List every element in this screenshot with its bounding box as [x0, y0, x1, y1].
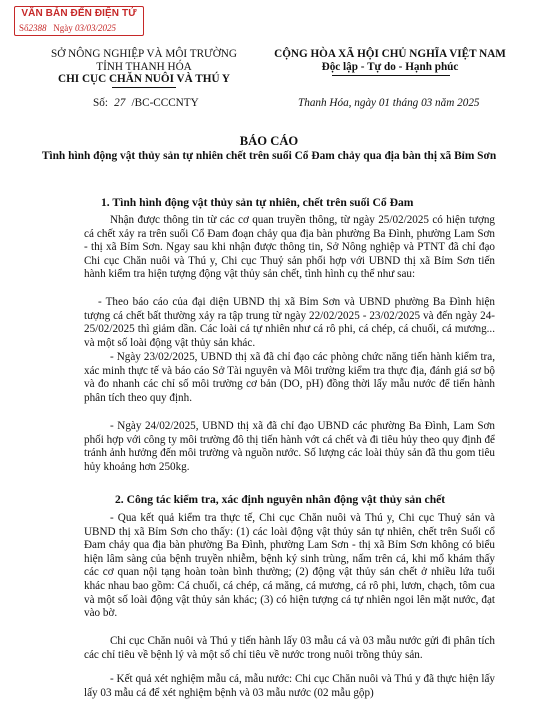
agency-line-2: TỈNH THANH HÓA: [96, 60, 192, 73]
section-1-paragraph-2: - Theo báo cáo của đại diện UBND thị xã Bỉm Sơn và UBND phường Ba Đình hiện tượng cá chết bất thường xảy ra tập trung từ ngày 22/02/2025 - 23/02/2025 và đến ngày 24-25/02/2025 thì giảm dần. Các loài cá tự nhiên như cá rô phi, cá chép, cá chuối, cá mương... và một số loài động vật thủy sản khác.: [84, 296, 495, 349]
issuing-agency-header: [28, 48, 260, 86]
document-number-suffix: /BC-CCCNTY: [131, 97, 199, 109]
section-2-paragraph-2: Chi cục Chăn nuôi và Thú y tiến hành lấy 03 mẫu cá và 03 mẫu nước gửi đi phân tích các chỉ tiêu về bệnh lý và một số chỉ tiêu về nước trong nuôi trồng thủy sản.: [84, 635, 495, 661]
section-2-paragraph-3: - Kết quả xét nghiệm mẫu cá, mẫu nước: Chi cục Chăn nuôi và Thú y đã thực hiện lấy lấy 03 mẫu cá để xét nghiệm bệnh và 03 mẫu nước (02 mẫu gộp): [84, 673, 495, 699]
date-day: 01: [378, 97, 390, 109]
date-rest: tháng 03 năm 2025: [392, 97, 480, 109]
section-1-paragraph-1: Nhận được thông tin từ các cơ quan truyền thông, từ ngày 25/02/2025 có hiện tượng cá chết xảy ra trên suối Cổ Đam đoạn chảy qua địa bàn phường Ba Đình, phường Lam Sơn - thị xã Bỉm Sơn. Ngay sau khi nhận được thông tin, Sở Nông nghiệp và PTNT đã chỉ đạo Chi cục Chăn nuôi và Thú y, Chi cục Thuỷ sản phối hợp với UBND thị xã Bỉm Sơn tiến hành kiểm tra hiện tượng động vật thủy sản chết, tình hình cụ thể như sau:: [84, 214, 495, 281]
document-number: [93, 97, 199, 109]
stamp-so-value: 2388: [28, 23, 47, 33]
report-subtitle: Tình hình động vật thủy sản tự nhiên chết trên suối Cổ Đam chảy qua địa bàn thị xã Bỉm Sơn: [41, 150, 497, 162]
stamp-ngay-label: Ngày: [53, 23, 73, 33]
stamp-details: [19, 23, 116, 33]
section-2-heading: 2. Công tác kiểm tra, xác định nguyên nhân động vật thủy sản chết: [115, 493, 446, 506]
stamp-ngay-value: 03/03/2025: [75, 23, 117, 33]
agency-underline: [112, 87, 176, 88]
stamp-title: VĂN BẢN ĐẾN ĐIỆN TỬ: [21, 8, 137, 19]
section-1-heading: 1. Tình hình động vật thủy sản tự nhiên, chết trên suối Cổ Đam: [101, 196, 414, 209]
section-1-paragraph-4: - Ngày 24/02/2025, UBND thị xã đã chỉ đạo UBND các phường Ba Đình, Lam Sơn phối hợp với công ty môi trường đô thị tiến hành vớt cá chết và đi tiêu hủy theo quy định để tránh ảnh hưởng đến môi trường và nguồn nước. Số lượng các loài thủy sản đã thu gom tiêu hủy khoảng hơn 250kg.: [84, 420, 495, 473]
motto-underline: [332, 75, 450, 76]
national-motto-header: [270, 48, 510, 73]
country-name: CỘNG HÒA XÃ HỘI CHỦ NGHĨA VIỆT NAM: [274, 48, 506, 60]
document-date: [298, 97, 480, 109]
report-title: BÁO CÁO: [239, 134, 299, 148]
incoming-document-stamp: [14, 6, 144, 36]
agency-line-1: SỞ NÔNG NGHIỆP VÀ MÔI TRƯỜNG: [51, 48, 237, 60]
document-number-value: 27: [114, 97, 126, 109]
document-number-label: Số:: [93, 97, 108, 109]
stamp-so-label: Số: [19, 23, 29, 33]
date-place: Thanh Hóa, ngày: [298, 97, 377, 109]
agency-name: CHI CỤC CHĂN NUÔI VÀ THÚ Y: [58, 73, 230, 85]
national-motto: Độc lập - Tự do - Hạnh phúc: [321, 60, 459, 73]
section-2-paragraph-1: - Qua kết quả kiểm tra thực tế, Chi cục Chăn nuôi và Thú y, Chi cục Thuỷ sản và UBND thị xã Bỉm Sơn cho thấy: (1) các loài động vật thủy sản tự nhiên, chết trên Suối cổ Đam chảy qua địa bàn phường Ba Đình, phường Lam Sơn - thị xã Bỉm Sơn không có biểu hiện lâm sàng của bệnh truyền nhiễm, bệnh ký sinh trùng, nấm trên cá, khi mổ khám thấy các cơ quan nội tạng hoàn toàn bình thường; (2) động vật thủy sản chết ở nhiều lứa tuổi khác nhau bao gồm: Cá chuối, cá chép, cá măng, cá mương, cá rô phi, lươn, chạch, tôm cua và một số loài động vật thủy sản khác; (3) có hiện tượng cá tự nhiên ngoi lên mặt nước, đạt vào bờ.: [84, 512, 495, 620]
section-1-paragraph-3: - Ngày 23/02/2025, UBND thị xã đã chỉ đạo các phòng chức năng tiến hành kiểm tra, xác minh thực tế và báo cáo Sở Tài nguyên và Môi trường kiểm tra thực địa, đánh giá sơ bộ và đo nhanh các chỉ số môi trường cơ bản (DO, pH) đồng thời lấy mẫu nước để tiến hành phân tích theo quy định.: [84, 351, 495, 404]
